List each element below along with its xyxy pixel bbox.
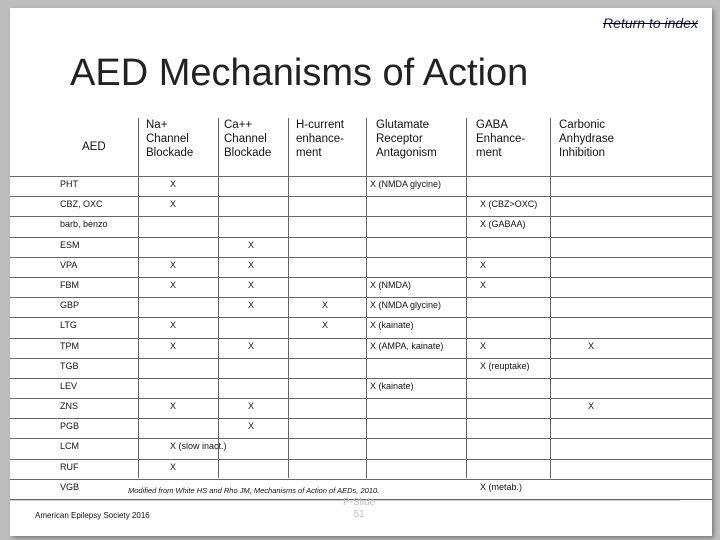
table-body bbox=[10, 176, 712, 500]
cell-aed: GBP bbox=[60, 300, 80, 311]
mechanisms-table bbox=[10, 118, 712, 500]
cell-aed: LCM bbox=[60, 441, 80, 452]
cell-ca: X bbox=[248, 259, 255, 270]
cell-aed: ESM bbox=[60, 239, 80, 250]
cell-glu: X (AMPA, kainate) bbox=[370, 340, 444, 351]
cell-ca-anh: X bbox=[588, 401, 595, 412]
cell-gaba: X bbox=[480, 340, 487, 351]
citation: Modified from White HS and Rho JM, Mechanisms of Action of AEDs, 2010. bbox=[128, 486, 380, 495]
cell-ca: X bbox=[248, 239, 255, 250]
table-row bbox=[10, 297, 712, 317]
cell-ca: X bbox=[248, 340, 255, 351]
cell-glu: X (NMDA) bbox=[370, 279, 411, 290]
cell-na: X bbox=[170, 340, 177, 351]
cell-na: X bbox=[170, 179, 177, 189]
column-divider bbox=[218, 118, 219, 478]
table-row bbox=[10, 196, 712, 216]
cell-na: X (slow inact.) bbox=[170, 441, 227, 452]
table-row bbox=[10, 176, 712, 196]
table-row bbox=[10, 378, 712, 398]
return-to-index-link[interactable]: Return to index bbox=[603, 15, 698, 31]
column-divider bbox=[550, 118, 551, 478]
cell-aed: PGB bbox=[60, 421, 80, 432]
table-row bbox=[10, 459, 712, 479]
column-divider bbox=[366, 118, 367, 478]
header-aed: AED bbox=[82, 141, 106, 153]
cell-glu: X (kainate) bbox=[370, 320, 414, 331]
cell-aed: LTG bbox=[60, 320, 77, 331]
cell-aed: LEV bbox=[60, 380, 78, 391]
cell-gaba: X (CBZ>OXC) bbox=[480, 199, 538, 210]
cell-ca-anh: X bbox=[588, 340, 595, 351]
cell-glu: X (NMDA glycine) bbox=[370, 179, 442, 189]
cell-aed: VPA bbox=[60, 259, 78, 270]
header-glutamate: Glutamate Receptor Antagonism bbox=[376, 119, 437, 159]
table-row bbox=[10, 358, 712, 378]
header-ca-channel: Ca++ Channel Blockade bbox=[224, 119, 272, 159]
cell-aed: FBM bbox=[60, 279, 79, 290]
column-divider bbox=[466, 118, 467, 478]
cell-na: X bbox=[170, 320, 177, 331]
table-row bbox=[10, 317, 712, 337]
cell-gaba: X (metab.) bbox=[480, 481, 523, 492]
cell-aed: RUF bbox=[60, 461, 79, 472]
cell-ca: X bbox=[248, 300, 255, 311]
cell-glu: X (NMDA glycine) bbox=[370, 300, 442, 311]
cell-glu: X (kainate) bbox=[370, 380, 414, 391]
cell-na: X bbox=[170, 259, 177, 270]
cell-na: X bbox=[170, 401, 177, 412]
column-divider bbox=[288, 118, 289, 478]
cell-aed: PHT bbox=[60, 179, 78, 189]
cell-aed: VGB bbox=[60, 481, 80, 492]
table-row bbox=[10, 237, 712, 257]
table-row bbox=[10, 257, 712, 277]
table-row bbox=[10, 398, 712, 418]
slide bbox=[10, 8, 712, 536]
table-row bbox=[10, 277, 712, 297]
cell-aed: TPM bbox=[60, 340, 79, 351]
cell-gaba: X bbox=[480, 279, 487, 290]
cell-gaba: X bbox=[480, 259, 487, 270]
cell-gaba: X (GABAA) bbox=[480, 219, 526, 230]
header-gaba: GABA Enhance- ment bbox=[476, 119, 526, 159]
column-divider bbox=[138, 118, 139, 478]
header-carbonic-anhydrase: Carbonic Anhydrase Inhibition bbox=[559, 119, 614, 159]
cell-h: X bbox=[322, 300, 329, 311]
cell-na: X bbox=[170, 199, 177, 210]
slide-title: AED Mechanisms of Action bbox=[70, 52, 529, 94]
cell-na: X bbox=[170, 461, 177, 472]
cell-na: X bbox=[170, 279, 177, 290]
cell-aed: CBZ, OXC bbox=[60, 199, 103, 210]
table-row bbox=[10, 438, 712, 458]
header-h-current: H-current enhance- ment bbox=[296, 119, 344, 159]
footer-society: American Epilepsy Society 2016 bbox=[35, 511, 150, 520]
table-row bbox=[10, 338, 712, 358]
cell-ca: X bbox=[248, 421, 255, 432]
cell-aed: barb, benzo bbox=[60, 219, 108, 230]
cell-h: X bbox=[322, 320, 329, 331]
cell-aed: TGB bbox=[60, 360, 79, 371]
cell-aed: ZNS bbox=[60, 401, 78, 412]
table-row bbox=[10, 216, 712, 236]
header-na-channel: Na+ Channel Blockade bbox=[146, 119, 194, 159]
table-row bbox=[10, 418, 712, 438]
cell-gaba: X (reuptake) bbox=[480, 360, 530, 371]
footer-slide-number: P-Slide 51 bbox=[343, 497, 376, 520]
cell-ca: X bbox=[248, 401, 255, 412]
cell-ca: X bbox=[248, 279, 255, 290]
table-header-row bbox=[10, 118, 712, 176]
